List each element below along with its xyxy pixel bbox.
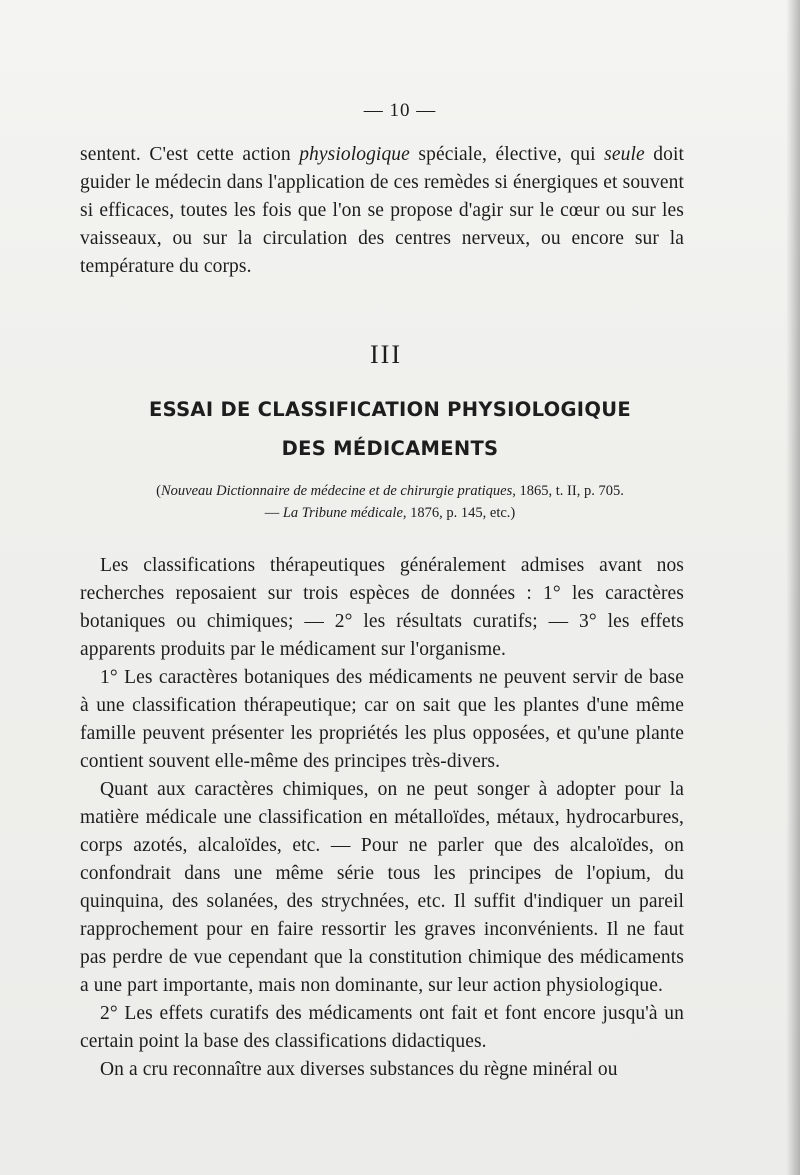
intro-text-start: sentent. C'est cette action	[80, 144, 300, 165]
page-number: — 10 —	[363, 100, 437, 121]
citation-ref-1: , 1865, t. II, p. 705.	[512, 483, 624, 499]
chapter-heading-line-1: ESSAI DE CLASSIFICATION PHYSIOLOGIQUE	[149, 398, 631, 421]
paragraph: Quant aux caractères chimiques, on ne peut songer à adopter pour la matière médicale une classification en métalloïdes, métaux, hydrocarbures, corps azotés, alcaloïdes, etc. — Pour ne parler que des alcaloïdes, on confondrait dans une même série tous les principes de l'opium, du quinquina, des solanées, des strychnées, etc. Il suffit d'indiquer un pareil rapprochement pour en faire ressortir les graves inconvénients. Il ne faut pas perdre de vue cependant que la constitution chimique des médicaments a une part importante, mais non dominante, sur leur action physiologique.	[80, 779, 684, 996]
chapter-heading-line-2: DES MÉDICAMENTS	[281, 437, 499, 460]
citation-line-1	[80, 480, 700, 502]
page-edge-shadow	[786, 0, 800, 1175]
intro-text-end: doit guider le médecin dans l'application de ces remèdes si énergiques et souvent si efficaces, toutes les fois que l'on se propose d'agir sur le cœur ou sur les vaisseaux, ou sur la circulation des centres nerveux, ou encore sur la température du corps.	[80, 144, 684, 277]
paragraph: 2° Les effets curatifs des médicaments ont fait et font encore jusqu'à un certain point la base des classifications didactiques.	[80, 1003, 684, 1052]
intro-paragraph	[80, 141, 684, 281]
paragraph: Les classifications thérapeutiques généralement admises avant nos recherches reposaient sur trois espèces de données : 1° les caractères botaniques ou chimiques; — 2° les résultats curatifs; — 3° les effets apparents produits par le médicament sur l'organisme.	[80, 555, 684, 660]
intro-text	[80, 141, 684, 281]
citation-line-2	[80, 502, 700, 524]
paragraph: On a cru reconnaître aux diverses substances du règne minéral ou	[100, 1059, 618, 1080]
intro-text-mid: spéciale, élective, qui	[409, 144, 605, 165]
citation-journal-1: Nouveau Dictionnaire de médecine et de chirurgie pratiques	[161, 483, 513, 499]
citation-open-paren: (	[156, 483, 161, 499]
section-number: III	[370, 340, 402, 369]
intro-italic-seule: seule	[604, 144, 645, 165]
citation-ref-2: , 1876, p. 145, etc.)	[402, 505, 516, 521]
citation-journal-2: La Tribune médicale	[282, 505, 403, 521]
body-text	[80, 552, 684, 1084]
citation-dash: —	[264, 505, 283, 521]
intro-italic-physiologique: physiologique	[299, 144, 410, 165]
paragraph: 1° Les caractères botaniques des médicaments ne peuvent servir de base à une classification thérapeutique; car on sait que les plantes d'une même famille peuvent présenter les propriétés les plus opposées, et qu'une plante contient souvent elle-même des principes très-divers.	[80, 667, 684, 772]
